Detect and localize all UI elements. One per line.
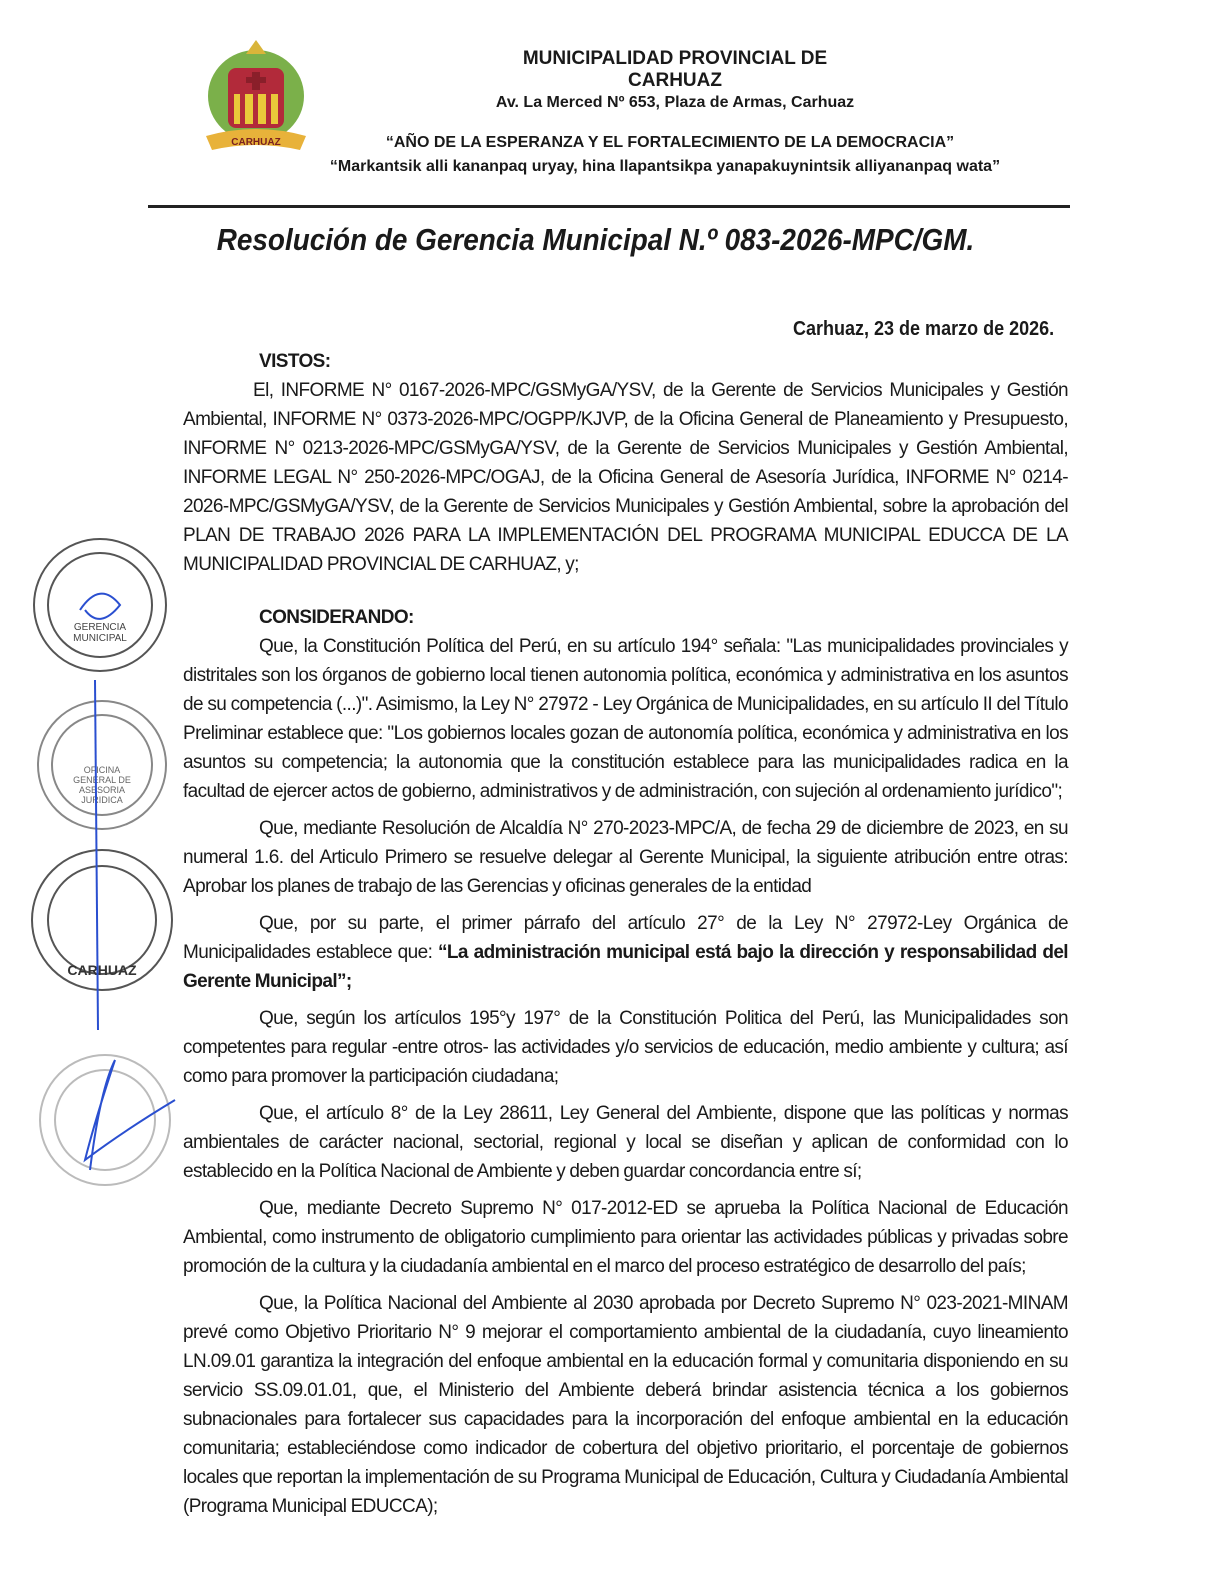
header-divider: [148, 205, 1070, 208]
paragraph-text: Que, por su parte, el primer párrafo del artículo 27° de la Ley N° 27972-Ley Orgánica de Municipalidades establece que:: [183, 913, 1068, 963]
org-name: MUNICIPALIDAD PROVINCIAL DE CARHUAZ: [522, 48, 828, 91]
resolution-date: Carhuaz, 23 de marzo de 2026.: [792, 318, 1054, 340]
considerando-paragraph: Que, mediante Resolución de Alcaldía N° 270-2023-MPC/A, de fecha 29 de diciembre de 2023, en su numeral 1.6. del Articulo Primero se resuelve delegar al Gerente Municipal, la siguiente atribución entre otras: Aprobar los planes de trabajo de las Gerencias y oficinas generales de la entidad: [183, 818, 1068, 897]
document-body: [183, 347, 1068, 1529]
resolution-title: Resolución de Gerencia Municipal N.º 083-2026-MPC/GM.: [216, 222, 975, 257]
considerando-paragraph: Que, mediante Decreto Supremo N° 017-2012-ED se aprueba la Política Nacional de Educación Ambiental, como instrumento de obligatorio cumplimiento para orientar las actividades públicas y privadas sobre promoción de la cultura y la ciudadanía ambiental en el marco del proceso estratégico de desarrollo del país;: [183, 1198, 1068, 1277]
municipal-coat-of-arms-logo: [200, 38, 312, 158]
svg-text:CARHUAZ: CARHUAZ: [231, 137, 281, 148]
official-stamps: [20, 530, 190, 1230]
considerando-paragraph: Que, según los artículos 195°y 197° de la Constitución Politica del Perú, las Municipalidades son competentes para regular -entre otros- las actividades y/o servicios de educación, medio ambiente y cultura; así como para promover la participación ciudadana;: [183, 1008, 1068, 1087]
quechua-motto: “Markantsik alli kananpaq uryay, hina llapantsikpa yanapakuynintsik alliyananpaq wata”: [329, 158, 1001, 175]
org-address: Av. La Merced Nº 653, Plaza de Armas, Carhuaz: [495, 94, 855, 111]
svg-text:GERENCIA: GERENCIA: [73, 622, 127, 633]
svg-text:CARHUAZ: CARHUAZ: [67, 962, 137, 978]
vistos-heading: VISTOS:: [259, 351, 331, 372]
considerando-paragraph: [183, 909, 1068, 996]
svg-text:ASESORIA: ASESORIA: [78, 785, 126, 795]
considerando-heading: CONSIDERANDO:: [259, 607, 414, 628]
considerando-paragraph: Que, el artículo 8° de la Ley 28611, Ley General del Ambiente, dispone que las políticas y normas ambientales de carácter nacional, sectorial, regional y local se diseñan y aplican de conformidad con lo establecido en la Política Nacional de Ambiente y deben guardar concordancia entre sí;: [183, 1103, 1068, 1182]
svg-text:OFICINA: OFICINA: [83, 765, 121, 775]
svg-text:JURIDICA: JURIDICA: [81, 795, 123, 805]
svg-text:GENERAL DE: GENERAL DE: [73, 775, 131, 785]
quoted-law-text: “La administración municipal está bajo la dirección y responsabilidad del Gerente Municipal”;: [183, 942, 1068, 992]
year-motto: “AÑO DE LA ESPERANZA Y EL FORTALECIMIENTO DE LA DEMOCRACIA”: [385, 134, 955, 151]
svg-text:MUNICIPAL: MUNICIPAL: [73, 633, 127, 644]
considerando-paragraph: Que, la Política Nacional del Ambiente al 2030 aprobada por Decreto Supremo N° 023-2021-MINAM prevé como Objetivo Prioritario N° 9 mejorar el comportamiento ambiental de la ciudadanía, cuyo lineamiento LN.09.01 garantiza la integración del enfoque ambiental en la educación formal y comunitaria disponiendo en su servicio SS.09.01.01, que, el Ministerio del Ambiente deberá brindar asistencia técnica a los gobiernos subnacionales para fortalecer sus capacidades para la incorporación del enfoque ambiental en la educación comunitaria; estableciéndose como indicador de cobertura del objetivo prioritario, el porcentaje de gobiernos locales que reportan la implementación de su Programa Municipal de Educación, Cultura y Ciudadanía Ambiental (Programa Municipal EDUCCA);: [183, 1293, 1068, 1517]
vistos-paragraph: El, INFORME N° 0167-2026-MPC/GSMyGA/YSV, de la Gerente de Servicios Municipales y Gestión Ambiental, INFORME N° 0373-2026-MPC/OGPP/KJVP, de la Oficina General de Planeamiento y Presupuesto, INFORME N° 0213-2026-MPC/GSMyGA/YSV, de la Gerente de Servicios Municipales y Gestión Ambiental, INFORME LEGAL N° 250-2026-MPC/OGAJ, de la Oficina General de Asesoría Jurídica, INFORME N° 0214-2026-MPC/GSMyGA/YSV, de la Gerente de Servicios Municipales y Gestión Ambiental, sobre la aprobación del PLAN DE TRABAJO 2026 PARA LA IMPLEMENTACIÓN DEL PROGRAMA MUNICIPAL EDUCCA DE LA MUNICIPALIDAD PROVINCIAL DE CARHUAZ, y;: [183, 380, 1068, 575]
considerando-paragraph: Que, la Constitución Política del Perú, en su artículo 194° señala: "Las municipalidades provinciales y distritales son los órganos de gobierno local tienen autonomia política, económica y administrativa en los asuntos de su competencia (...)". Asimismo, la Ley N° 27972 - Ley Orgánica de Municipalidades, en su artículo II del Título Preliminar establece que: "Los gobiernos locales gozan de autonomía política, económica y administrativa en los asuntos su competencia; la autonomia que la constitución establece para las municipalidades radica en la facultad de ejercer actos de gobierno, administrativos y de administración, con sujeción al ordenamiento jurídico";: [183, 636, 1068, 802]
